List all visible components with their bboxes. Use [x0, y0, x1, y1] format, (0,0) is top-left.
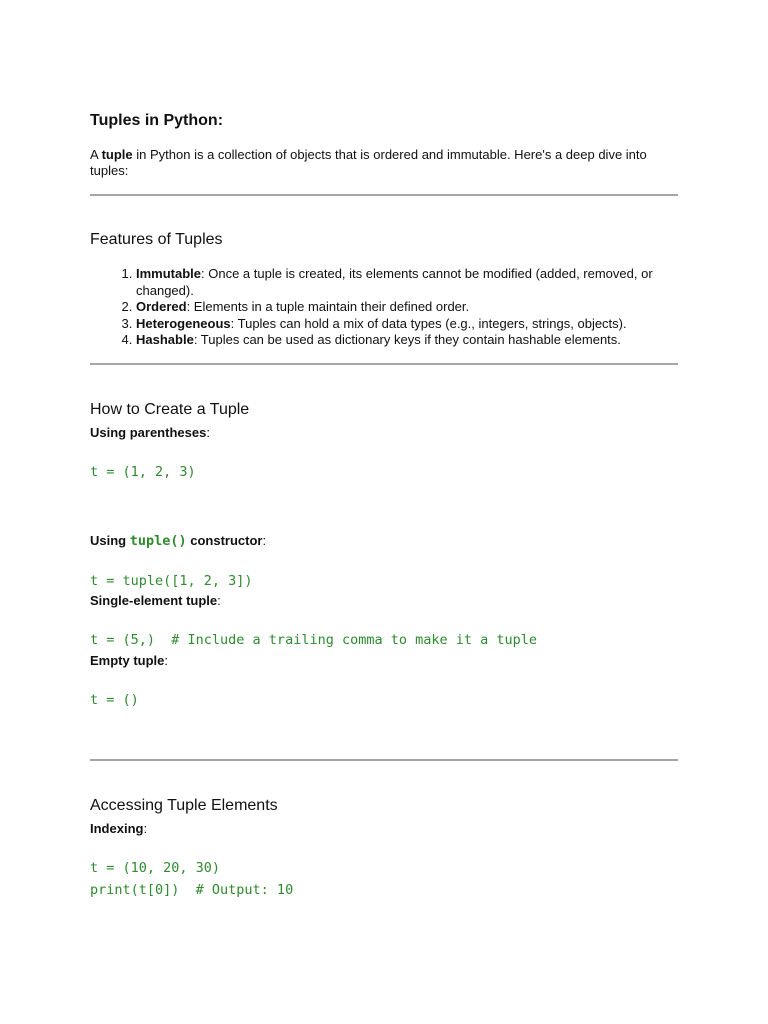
- parens-label-text: Using parentheses: [90, 425, 207, 440]
- page-title: Tuples in Python:: [90, 112, 224, 129]
- feature-desc: : Once a tuple is created, its elements cannot be modified (added, removed, or changed).: [136, 266, 653, 298]
- code-block-empty: t = (): [90, 692, 139, 708]
- features-list: [90, 266, 678, 349]
- code-block-ctor: t = tuple([1, 2, 3]): [90, 573, 253, 589]
- colon: :: [164, 653, 169, 668]
- feature-item-immutable: [136, 266, 678, 299]
- single-label: [90, 593, 221, 609]
- intro-prefix: A: [90, 147, 102, 162]
- feature-term: Hashable: [136, 332, 194, 347]
- feature-item-ordered: [136, 299, 678, 316]
- colon: :: [143, 821, 148, 836]
- indexing-label: [90, 821, 147, 837]
- ctor-label: [90, 533, 266, 549]
- intro-paragraph: [90, 147, 670, 179]
- divider-3: [90, 759, 678, 761]
- code-block-indexing: t = (10, 20, 30) print(t[0]) # Output: 10: [90, 860, 294, 898]
- feature-item-hashable: [136, 332, 678, 349]
- colon: :: [217, 593, 221, 608]
- intro-bold-term: tuple: [101, 147, 133, 162]
- code-block-parens: t = (1, 2, 3): [90, 464, 196, 480]
- ctor-label-suffix: constructor: [186, 533, 263, 548]
- colon: :: [206, 425, 210, 440]
- divider-2: [90, 363, 678, 365]
- feature-term: Ordered: [136, 299, 187, 314]
- features-heading: Features of Tuples: [90, 231, 223, 248]
- parens-label: [90, 425, 210, 441]
- code-block-single: t = (5,) # Include a trailing comma to make it a tuple: [90, 632, 538, 648]
- feature-term: Heterogeneous: [136, 315, 231, 331]
- intro-rest: in Python is a collection of objects that is ordered and immutable. Here's a deep dive into tuples:: [90, 147, 647, 178]
- ctor-inline-code: tuple(): [129, 533, 187, 549]
- empty-label: [90, 653, 168, 669]
- feature-desc: : Tuples can be used as dictionary keys if they contain hashable elements.: [193, 332, 621, 347]
- access-heading: Accessing Tuple Elements: [90, 797, 278, 814]
- feature-item-heterogeneous: [136, 316, 678, 333]
- indexing-label-text: Indexing: [90, 821, 144, 836]
- feature-desc: : Elements in a tuple maintain their defined order.: [186, 299, 470, 314]
- feature-desc: : Tuples can hold a mix of data types (e.g., integers, strings, objects).: [230, 315, 627, 331]
- single-label-text: Single-element tuple: [90, 593, 218, 608]
- divider-1: [90, 194, 678, 196]
- empty-label-text: Empty tuple: [90, 653, 165, 668]
- colon: :: [262, 533, 267, 548]
- feature-term: Immutable: [136, 266, 202, 281]
- ctor-label-prefix: Using: [90, 533, 130, 548]
- create-heading: How to Create a Tuple: [90, 401, 250, 418]
